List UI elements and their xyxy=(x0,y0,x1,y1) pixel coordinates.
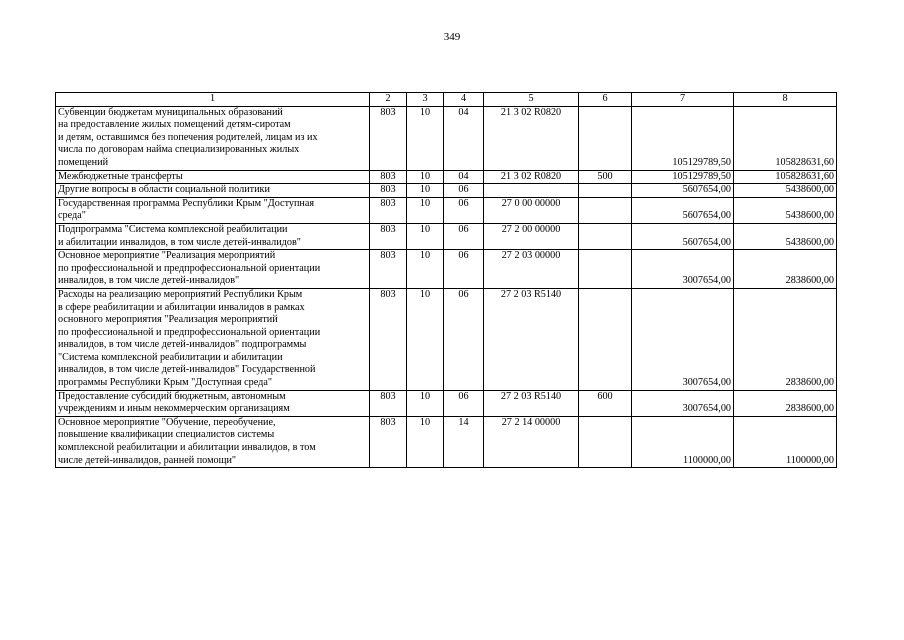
header-col-6: 6 xyxy=(579,93,632,107)
table-row xyxy=(56,223,837,249)
cell-expense-type xyxy=(579,106,632,170)
cell-name: Государственная программа Республики Крым "Доступная среда" xyxy=(56,197,370,223)
cell-section: 10 xyxy=(407,170,444,184)
cell-name: Субвенции бюджетам муниципальных образований на предоставление жилых помещений детям-сиротам и детям, оставшимся без попечения родителей, лицам из их числа по договорам найма специализированных жилых помещений xyxy=(56,106,370,170)
cell-section: 10 xyxy=(407,184,444,198)
cell-target-item xyxy=(484,184,579,198)
cell-amount-col7: 5607654,00 xyxy=(632,197,734,223)
cell-target-item: 21 3 02 R0820 xyxy=(484,106,579,170)
header-row xyxy=(56,93,837,107)
cell-expense-type xyxy=(579,184,632,198)
cell-amount-col8: 2838600,00 xyxy=(734,250,837,289)
cell-amount-col8: 1100000,00 xyxy=(734,416,837,467)
cell-amount-col7: 105129789,50 xyxy=(632,106,734,170)
cell-admin-code: 803 xyxy=(370,184,407,198)
cell-subsection: 14 xyxy=(444,416,484,467)
cell-amount-col8: 5438600,00 xyxy=(734,197,837,223)
cell-name: Другие вопросы в области социальной политики xyxy=(56,184,370,198)
cell-subsection: 06 xyxy=(444,250,484,289)
cell-target-item: 27 2 03 R5140 xyxy=(484,288,579,390)
cell-section: 10 xyxy=(407,223,444,249)
cell-amount-col7: 3007654,00 xyxy=(632,250,734,289)
cell-admin-code: 803 xyxy=(370,223,407,249)
cell-section: 10 xyxy=(407,390,444,416)
cell-expense-type xyxy=(579,416,632,467)
table-row xyxy=(56,197,837,223)
cell-expense-type: 600 xyxy=(579,390,632,416)
cell-admin-code: 803 xyxy=(370,250,407,289)
table-row xyxy=(56,250,837,289)
cell-amount-col8: 2838600,00 xyxy=(734,288,837,390)
header-col-5: 5 xyxy=(484,93,579,107)
cell-amount-col7: 5607654,00 xyxy=(632,223,734,249)
table-row xyxy=(56,390,837,416)
cell-subsection: 04 xyxy=(444,106,484,170)
cell-name: Подпрограмма "Система комплексной реабилитации и абилитации инвалидов, в том числе детей-инвалидов" xyxy=(56,223,370,249)
cell-expense-type xyxy=(579,250,632,289)
cell-subsection: 06 xyxy=(444,223,484,249)
cell-section: 10 xyxy=(407,288,444,390)
cell-subsection: 06 xyxy=(444,390,484,416)
cell-amount-col7: 3007654,00 xyxy=(632,390,734,416)
cell-amount-col8: 5438600,00 xyxy=(734,223,837,249)
cell-admin-code: 803 xyxy=(370,288,407,390)
header-col-7: 7 xyxy=(632,93,734,107)
cell-section: 10 xyxy=(407,416,444,467)
cell-target-item: 27 2 14 00000 xyxy=(484,416,579,467)
cell-name: Предоставление субсидий бюджетным, автономным учреждениям и иным некоммерческим организациям xyxy=(56,390,370,416)
cell-amount-col7: 5607654,00 xyxy=(632,184,734,198)
table-row xyxy=(56,106,837,170)
cell-admin-code: 803 xyxy=(370,416,407,467)
table-row xyxy=(56,416,837,467)
cell-target-item: 21 3 02 R0820 xyxy=(484,170,579,184)
cell-section: 10 xyxy=(407,250,444,289)
table-header xyxy=(56,93,837,107)
cell-target-item: 27 0 00 00000 xyxy=(484,197,579,223)
header-col-1: 1 xyxy=(56,93,370,107)
header-col-2: 2 xyxy=(370,93,407,107)
cell-target-item: 27 2 03 R5140 xyxy=(484,390,579,416)
cell-name: Расходы на реализацию мероприятий Республики Крым в сфере реабилитации и абилитации инвалидов в рамках основного мероприятия "Реализация мероприятий по профессиональной и предпрофессиональной ориентации инвалидов, в том числе детей-инвалидов" подпрограммы "Система комплексной реабилитации и абилитации инвалидов, в том числе детей-инвалидов" Государственной программы Республики Крым "Доступная среда" xyxy=(56,288,370,390)
cell-admin-code: 803 xyxy=(370,390,407,416)
cell-target-item: 27 2 03 00000 xyxy=(484,250,579,289)
cell-name: Основное мероприятие "Обучение, переобучение, повышение квалификации специалистов системы комплексной реабилитации и абилитации инвалидов, в том числе детей-инвалидов, ранней помощи" xyxy=(56,416,370,467)
cell-name: Межбюджетные трансферты xyxy=(56,170,370,184)
cell-amount-col7: 3007654,00 xyxy=(632,288,734,390)
cell-expense-type xyxy=(579,197,632,223)
table-row xyxy=(56,288,837,390)
cell-amount-col8: 105828631,60 xyxy=(734,106,837,170)
cell-expense-type xyxy=(579,288,632,390)
cell-section: 10 xyxy=(407,106,444,170)
table-row xyxy=(56,170,837,184)
cell-subsection: 06 xyxy=(444,184,484,198)
cell-target-item: 27 2 00 00000 xyxy=(484,223,579,249)
cell-amount-col7: 105129789,50 xyxy=(632,170,734,184)
cell-admin-code: 803 xyxy=(370,106,407,170)
cell-name: Основное мероприятие "Реализация мероприятий по профессиональной и предпрофессиональной ориентации инвалидов, в том числе детей-инвалидов" xyxy=(56,250,370,289)
cell-subsection: 04 xyxy=(444,170,484,184)
cell-admin-code: 803 xyxy=(370,170,407,184)
cell-expense-type: 500 xyxy=(579,170,632,184)
header-col-8: 8 xyxy=(734,93,837,107)
cell-amount-col8: 105828631,60 xyxy=(734,170,837,184)
header-col-4: 4 xyxy=(444,93,484,107)
cell-section: 10 xyxy=(407,197,444,223)
cell-amount-col8: 2838600,00 xyxy=(734,390,837,416)
page-number: 349 xyxy=(443,31,461,43)
budget-table xyxy=(55,92,837,468)
cell-subsection: 06 xyxy=(444,288,484,390)
cell-amount-col7: 1100000,00 xyxy=(632,416,734,467)
header-col-3: 3 xyxy=(407,93,444,107)
cell-expense-type xyxy=(579,223,632,249)
table-body xyxy=(56,106,837,468)
cell-subsection: 06 xyxy=(444,197,484,223)
cell-admin-code: 803 xyxy=(370,197,407,223)
table-row xyxy=(56,184,837,198)
cell-amount-col8: 5438600,00 xyxy=(734,184,837,198)
